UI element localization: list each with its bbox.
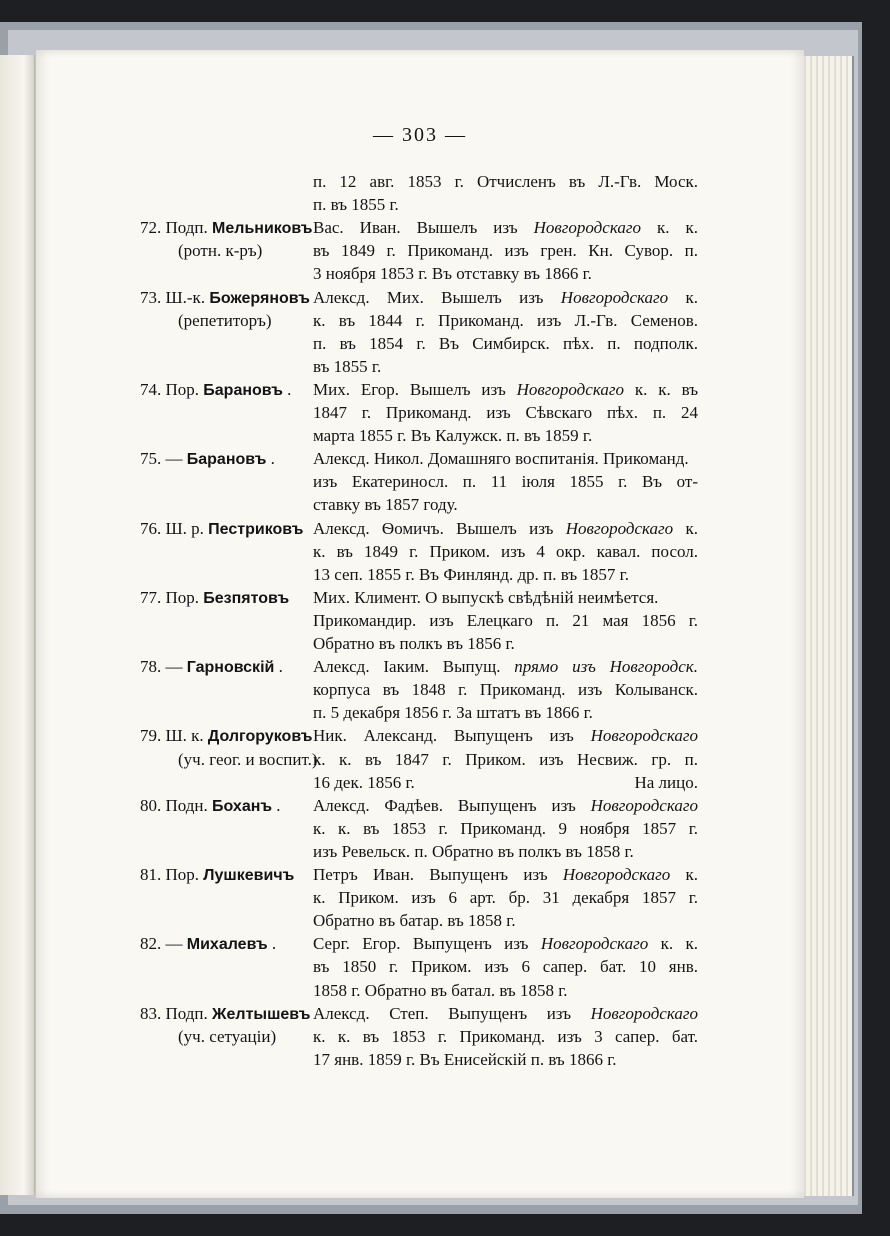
entry-surname: Боханъ [212,798,273,815]
entry-text-italic: прямо изъ Новгородск. [514,657,699,676]
entry-text-italic: Новгородскаго [533,218,641,237]
entry-text: изъ Екатериносл. п. 11 іюля 1855 г. Въ от- [313,472,698,491]
entry-text-line [313,401,698,425]
entry-text: к. к. [640,218,698,237]
entry-text: ставку въ 1857 году. [313,495,458,514]
entry-text: к. Приком. изъ 6 арт. бр. 31 декабря 1857 г. [313,888,698,907]
entry-rank: Пор. [165,588,200,607]
entry-text-line [313,332,698,356]
entry-text-line [313,286,698,310]
entry-text: Ник. Александ. Выпущенъ изъ [313,726,591,745]
entry-text-line [313,424,698,448]
entry-number: 77. [140,588,162,607]
entry-text: корпуса въ 1848 г. Прикоманд. изъ Колыванск. [313,680,698,699]
entry-text-line [313,216,698,240]
entry-surname: Мельниковъ [212,220,313,237]
entry-text: 1858 г. Обратно въ батал. въ 1858 г. [313,981,568,1000]
entry-text-line [313,1002,698,1026]
entry-text: Прикомандир. изъ Елецкаго п. 21 мая 1856 г. [313,611,698,630]
entry-number: 73. [140,288,162,307]
leader-dot: . [266,449,275,468]
entry-text: Вас. Иван. Вышелъ изъ [313,218,534,237]
entry-rank: Пор. [165,865,200,884]
entry-surname: Божеряновъ [209,290,310,307]
entry-text: к. [668,288,698,307]
entry-surname: Долгоруковъ [207,728,313,745]
entry-text-line [313,886,698,910]
entry-label [140,586,310,610]
entry-text: Петръ Иван. Выпущенъ изъ [313,865,563,884]
entry-rank: Подп. [165,218,208,237]
entry-number: 81. [140,865,162,884]
entry-text: Мих. Климент. О выпускѣ свѣдѣній неимѣется. [313,588,659,607]
leader-dot: . [282,380,292,399]
entry-text-italic: Новгородскаго [560,288,669,307]
entry-surname: Безпятовъ [203,590,290,607]
entry-rank: — [165,934,183,953]
entry-number: 75. [140,449,162,468]
entry-label [140,932,310,956]
entry-rank: Пор. [165,380,200,399]
entry-surname: Пестриковъ [208,521,304,538]
entry-text: Мих. Егор. Вышелъ изъ [313,380,517,399]
entry-text: 17 янв. 1859 г. Въ Енисейскій п. въ 1866 г. [313,1050,617,1069]
entry-text-line [313,540,698,564]
page-stack-edges [800,56,854,1196]
entry-label [140,863,310,887]
entry-position: (уч. сетуаціи) [178,1027,277,1046]
entry-position: (ротн. к-ръ) [178,241,263,260]
entry-text: к. к. въ 1847 г. Приком. изъ Несвиж. гр. п. [313,750,698,769]
entry-text-line [313,447,698,471]
entry-number: 82. [140,934,162,953]
entry-text-line [313,840,698,864]
entry-text: Алексд. Фадѣев. Выпущенъ изъ [313,796,591,815]
entry-text: Алексд. Іаким. Выпущ. [313,657,515,676]
entry-text: к. въ 1844 г. Прикоманд. изъ Л.-Гв. Семенов. [313,311,698,330]
entry-label [140,216,313,240]
entry-text-line [313,655,698,679]
entry-number: 79. [140,726,162,745]
entry-text: к. въ 1849 г. Приком. изъ 4 окр. кавал. посол. [313,542,698,561]
entry-text-italic: Новгородскаго [590,1004,698,1023]
entry-text: 16 дек. 1856 г. [313,773,415,792]
entry-text-italic: Новгородскаго [562,865,671,884]
entry-text: Алексд. Мих. Вышелъ изъ [313,288,561,307]
entry-text-line [313,355,698,379]
entry-label [140,724,313,748]
entry-text: изъ Ревельск. п. Обратно въ полкъ въ 1858 г. [313,842,634,861]
entry-text: к. [670,865,698,884]
entry-text-line [313,470,698,494]
entry-surname: Желтышевъ [212,1006,311,1023]
entry-text-line [313,955,698,979]
entry-surname: Гарновскій [186,659,275,676]
entry-text: п. въ 1855 г. [313,195,399,214]
entry-label [140,447,310,471]
entry-position: (репетиторъ) [178,311,272,330]
entry-number: 74. [140,380,162,399]
entry-number: 83. [140,1004,162,1023]
entry-rank: Ш. к. [165,726,204,745]
entry-text-line [313,563,698,587]
entry-label [140,286,310,310]
entry-rank: Подн. [165,796,208,815]
entry-text-italic: Новгородскаго [565,519,674,538]
entry-text-line [313,609,698,633]
entry-text-line [313,817,698,841]
entry-label [140,655,310,679]
leader-dot: . [267,934,277,953]
entry-surname: Барановъ [203,382,283,399]
entry-text-line [313,979,698,1003]
entry-text: к. к. въ [623,380,698,399]
entry-surname: Михалевъ [186,936,268,953]
entry-text: к. к. въ 1853 г. Прикоманд. изъ 3 сапер. бат. [313,1027,698,1046]
entry-text-line [313,1048,698,1072]
entry-text-line [313,193,698,217]
entry-text-line [313,493,698,517]
entry-text-line [313,748,698,772]
entry-text-line [313,632,698,656]
entry-text-line [313,932,698,956]
leader-dot: . [274,657,283,676]
entry-text: 1847 г. Прикоманд. изъ Сѣвскаго пѣх. п. 24 [313,403,698,422]
entry-text: п. 5 декабря 1856 г. За штатъ въ 1866 г. [313,703,593,722]
entry-label [140,794,310,818]
entry-text: к. к. [648,934,698,953]
entry-text: Обратно въ батар. въ 1858 г. [313,911,516,930]
entry-text-line [313,909,698,933]
entry-text-line [313,678,698,702]
entry-text: марта 1855 г. Въ Калужск. п. въ 1859 г. [313,426,593,445]
entry-text-line [313,378,698,402]
entry-text: п. въ 1854 г. Въ Симбирск. пѣх. п. подполк. [313,334,698,353]
entry-text-italic: Новгородскаго [590,726,698,745]
entry-position: (уч. геог. и воспит.) [178,750,318,769]
entry-text-line [313,724,698,748]
entry-text-line [313,170,698,194]
entry-status: На лицо. [634,773,698,792]
entry-number: 78. [140,657,162,676]
entry-rank: Ш.-к. [165,288,206,307]
entry-text: п. 12 авг. 1853 г. Отчисленъ въ Л.-Гв. Моск. [313,172,698,191]
entry-text: въ 1850 г. Приком. изъ 6 сапер. бат. 10 янв. [313,957,698,976]
entry-text: въ 1855 г. [313,357,382,376]
entry-text: Серг. Егор. Выпущенъ изъ [313,934,541,953]
entry-text: Алексд. Ѳомичъ. Вышелъ изъ [313,519,566,538]
entry-text-italic: Новгородскаго [540,934,649,953]
entry-text: к. [673,519,698,538]
entry-text-line [313,517,698,541]
entry-text-line [313,239,698,263]
entry-text-italic: Новгородскаго [516,380,624,399]
entry-rank: — [165,657,183,676]
entry-text: Обратно въ полкъ въ 1856 г. [313,634,515,653]
entry-text-line [313,794,698,818]
entry-text-line [313,586,698,610]
entry-text: Алексд. Никол. Домашняго воспитанія. Прикоманд. [313,449,689,468]
entry-rank: Ш. р. [165,519,204,538]
entry-surname: Лушкевичъ [203,867,295,884]
left-page-edge [0,55,35,1195]
entry-text: к. к. въ 1853 г. Прикоманд. 9 ноября 1857 г. [313,819,698,838]
entry-text: 13 сеп. 1855 г. Въ Финлянд. др. п. въ 1857 г. [313,565,629,584]
entry-text-italic: Новгородскаго [590,796,698,815]
entry-text-line [313,863,698,887]
entry-label [140,378,310,402]
entry-text-line [313,262,698,286]
entry-label [140,1002,310,1026]
leader-dot: . [272,796,281,815]
entry-text: 3 ноября 1853 г. Въ отставку въ 1866 г. [313,264,592,283]
entry-text-line [313,309,698,333]
entry-label [140,517,310,541]
entry-text-line [313,1025,698,1049]
entry-surname: Барановъ [186,451,267,468]
entry-number: 80. [140,796,162,815]
entry-rank: — [165,449,183,468]
entry-text: Алексд. Степ. Выпущенъ изъ [313,1004,591,1023]
entry-text: въ 1849 г. Прикоманд. изъ грен. Кн. Сувор. п. [313,241,698,260]
entry-text-line [313,701,698,725]
entry-rank: Подп. [165,1004,208,1023]
page-number: — 303 — [373,124,467,146]
entry-number: 76. [140,519,162,538]
entry-text-line [313,771,698,795]
entry-number: 72. [140,218,162,237]
